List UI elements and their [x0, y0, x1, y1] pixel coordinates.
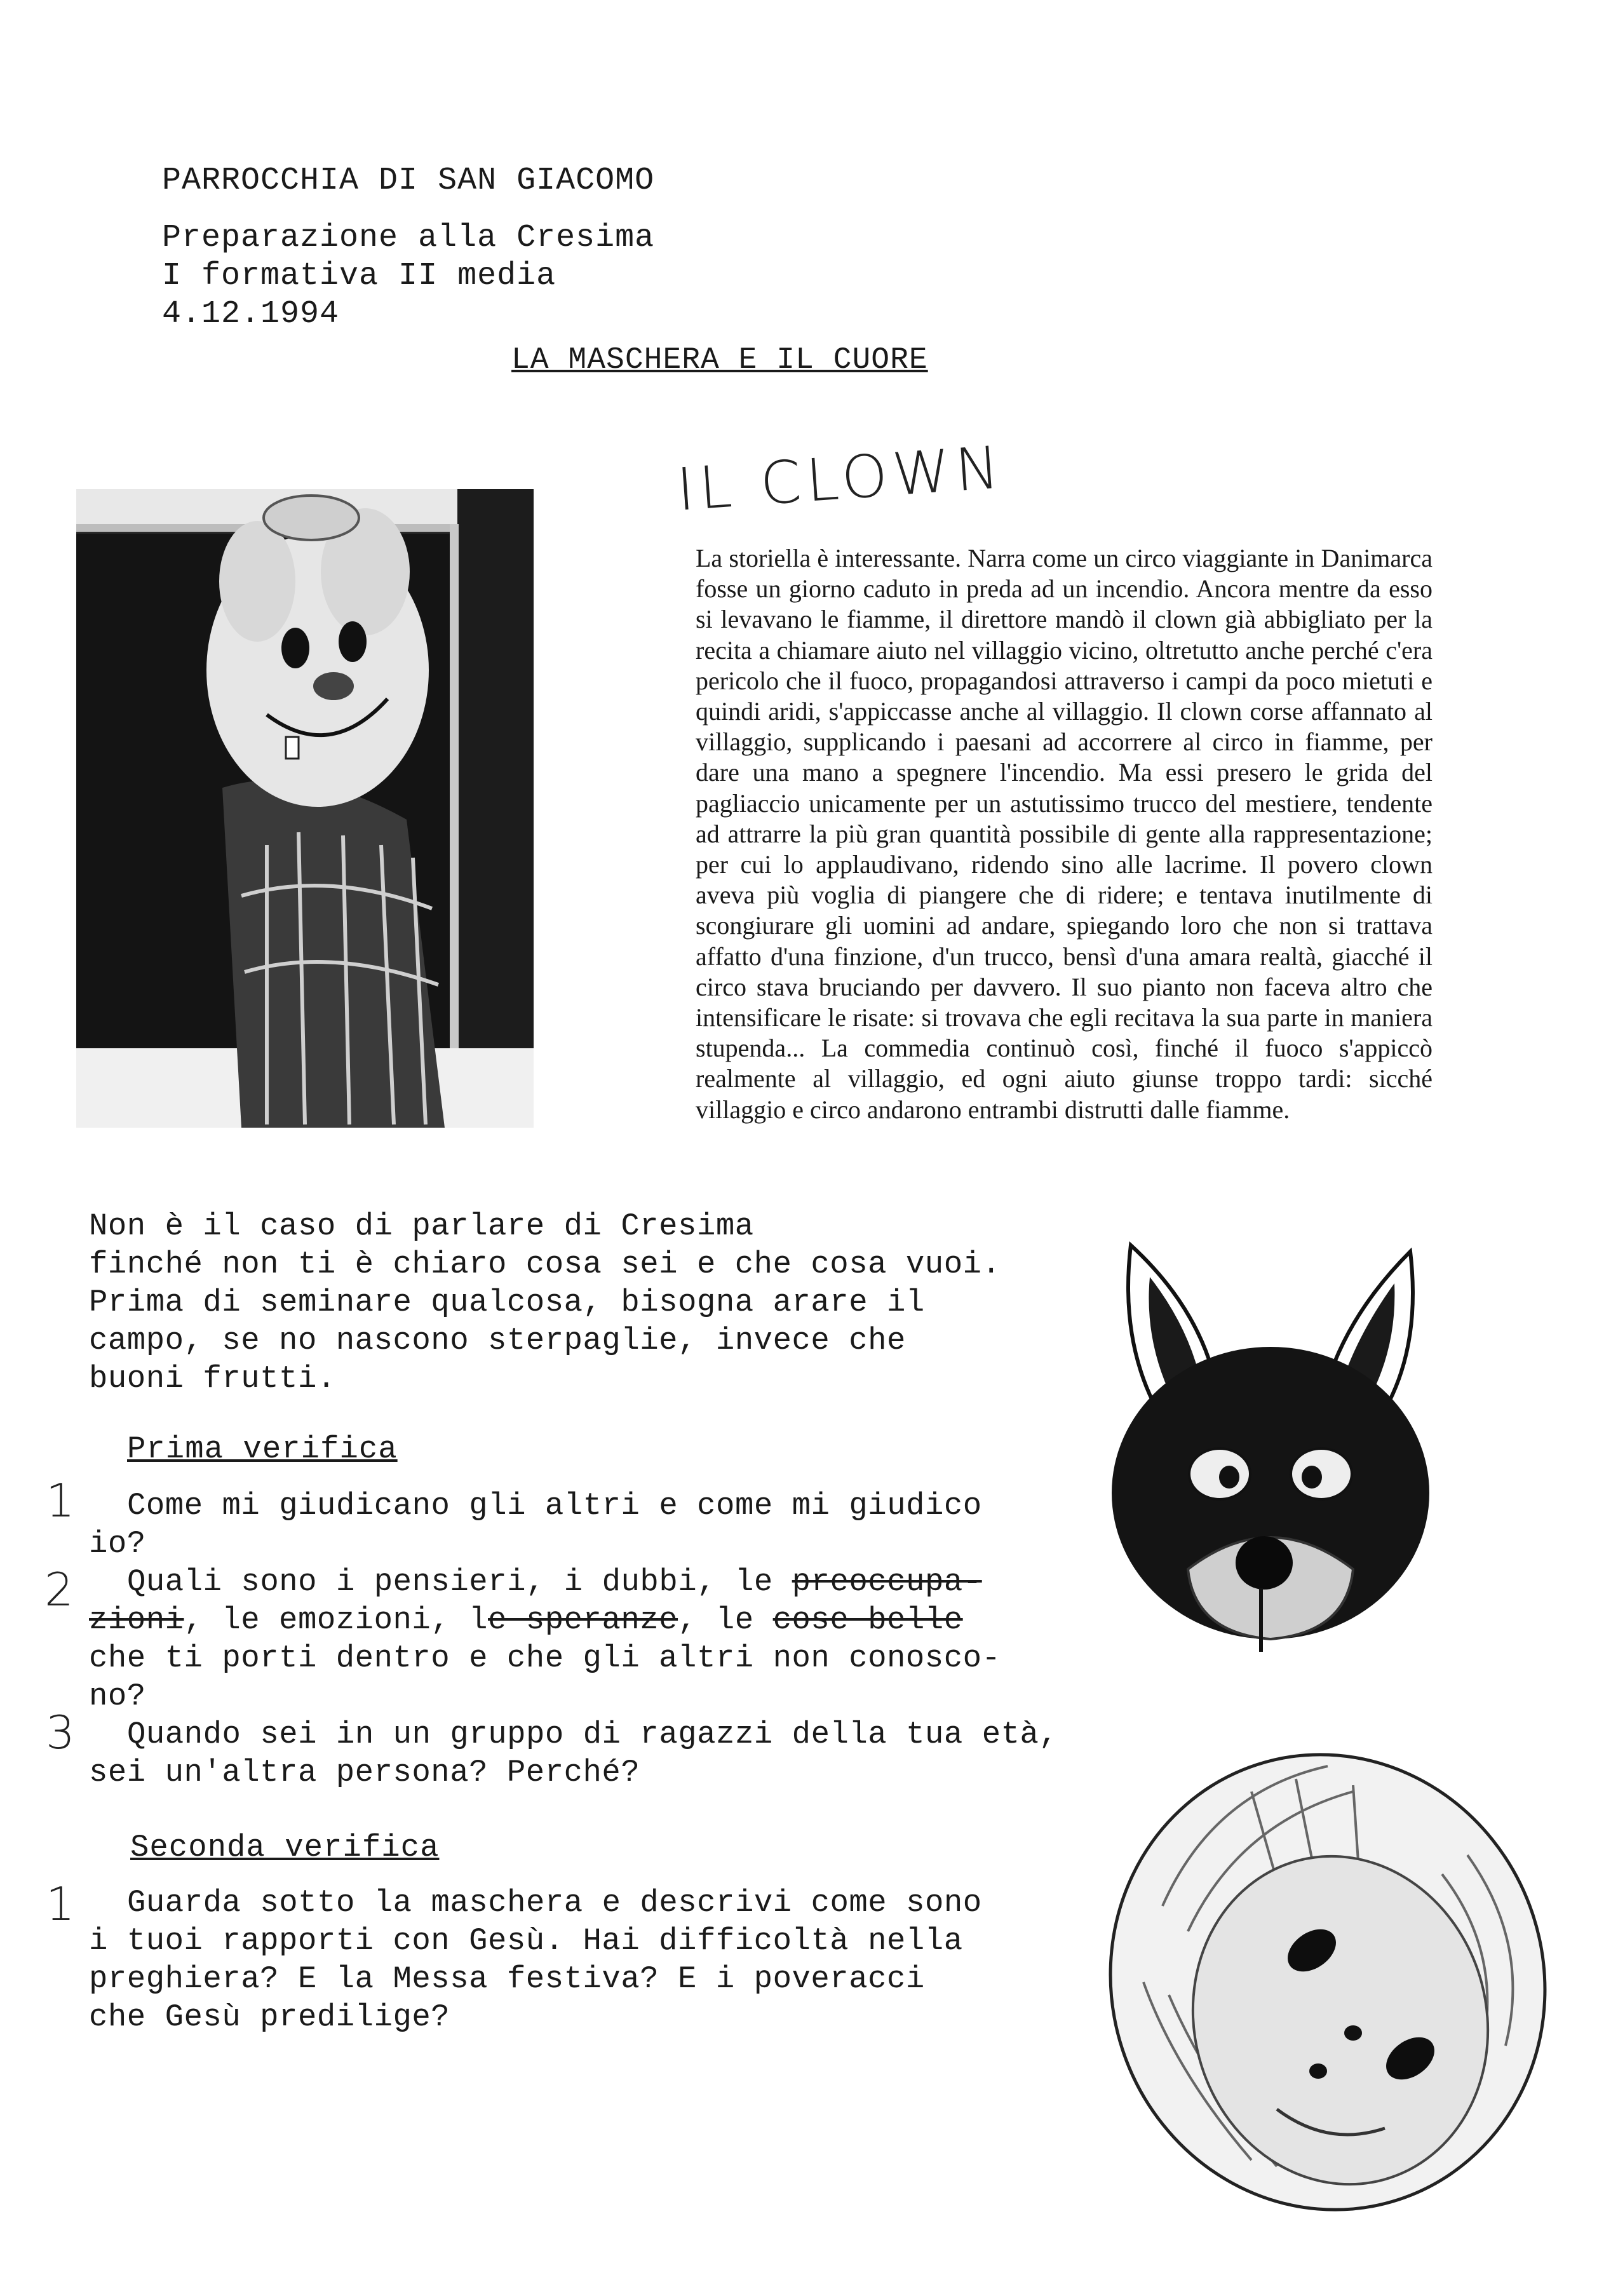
question-1 — [89, 1487, 982, 1563]
question-line: Guarda sotto la maschera e descrivi come sono — [127, 1885, 982, 1921]
struck-text: zioni — [89, 1602, 184, 1638]
face-mask-image — [1086, 1715, 1569, 2224]
intro-line: Prima di seminare qualcosa, bisogna arare il — [89, 1285, 925, 1320]
question-number: 2 — [44, 1563, 74, 1616]
intro-line: buoni frutti. — [89, 1361, 336, 1396]
section-1-heading: Prima verifica — [127, 1431, 398, 1467]
page-title: LA MASCHERA E IL CUORE — [511, 343, 928, 377]
question-line: che ti porti dentro e che gli altri non conosco- — [89, 1640, 1001, 1676]
intro-text — [89, 1207, 1001, 1398]
struck-text: cose belle — [772, 1602, 963, 1638]
question-line: che Gesù predilige? — [89, 1999, 450, 2035]
question-4 — [89, 1884, 982, 2036]
question-number: 1 — [46, 1474, 75, 1527]
question-text: Quali sono i pensieri, i dubbi, le — [127, 1564, 792, 1600]
clown-photo — [76, 489, 534, 1128]
question-line: io? — [89, 1526, 146, 1562]
question-line: i tuoi rapporti con Gesù. Hai difficoltà nella — [89, 1923, 963, 1959]
question-line: no? — [89, 1678, 146, 1714]
course-line-2: I formativa II media — [162, 258, 556, 294]
section-2-heading: Seconda verifica — [130, 1830, 440, 1865]
course-line-1: Preparazione alla Cresima — [162, 220, 655, 256]
question-line: Quando sei in un gruppo di ragazzi della tua età, — [127, 1717, 1058, 1752]
question-text: , le — [678, 1602, 773, 1638]
rabbit-mask-image — [1093, 1239, 1448, 1652]
question-2 — [89, 1563, 1001, 1715]
rabbit-mask — [1093, 1239, 1448, 1652]
story-text — [696, 543, 1433, 1125]
intro-line: campo, se no nascono sterpaglie, invece che — [89, 1323, 906, 1358]
question-number: 3 — [46, 1706, 75, 1759]
question-line: sei un'altra persona? Perché? — [89, 1755, 640, 1790]
document-date: 4.12.1994 — [162, 296, 340, 332]
struck-text: preoccupa- — [792, 1564, 982, 1600]
question-3 — [89, 1715, 1058, 1792]
question-line: preghiera? E la Messa festiva? E i poveracci — [89, 1961, 925, 1997]
question-line — [89, 1601, 1001, 1639]
struck-text: e speranze — [488, 1602, 678, 1638]
question-line — [89, 1563, 1001, 1601]
intro-line: finché non ti è chiaro cosa sei e che cosa vuoi. — [89, 1246, 1001, 1282]
question-line: Come mi giudicano gli altri e come mi giudico — [127, 1488, 982, 1523]
clown-photo-image — [76, 489, 534, 1128]
handwritten-title: IL CLOWN — [674, 433, 1007, 524]
parish-name: PARROCCHIA DI SAN GIACOMO — [162, 163, 655, 199]
question-text: , le emozioni, l — [184, 1602, 489, 1638]
question-number: 1 — [46, 1877, 75, 1931]
story-paragraph: La storiella è interessante. Narra come un circo viaggiante in Danimarca fosse un giorno caduto in preda ad un incendio. Ancora mentre da esso si levavano le fiamme, il direttore mandò il clown già abbigliato per la recita a chiamare aiuto nel villaggio vicino, oltretutto anche perché c'era pericolo che il fuoco, propagandosi attraverso i campi da poco mietuti e quindi aridi, s'appiccasse anche al villaggio. Il clown corse affannato al villaggio, supplicando i paesani ad accorrere al circo in fiamme, per dare una mano a spegnere l'incendio. Ma essi presero le grida del pagliaccio unicamente per un astutissimo trucco del mestiere, tendente ad attrarre la più gran quantità possibile di gente alla rappresentazione; per cui lo applaudivano, ridendo sino alle lacrime. Il povero clown aveva più voglia di piangere che di ridere; e tentava inutilmente di scongiurare gli uomini ad andare, spiegando loro che non si trattava affatto d'una finzione, d'un trucco, bensì d'una amara realtà, giacché il circo stava bruciando per davvero. Il suo pianto non faceva altro che intensificare le risate: si trovava che egli recitava la sua parte in maniera stupenda... La commedia continuò così, finché il fuoco s'appiccò realmente al villaggio, ed ogni aiuto giunse troppo tardi: sicché villaggio e circo andarono entrambi distrutti dalle fiamme. — [696, 544, 1433, 1124]
intro-line: Non è il caso di parlare di Cresima — [89, 1208, 754, 1244]
face-mask — [1086, 1715, 1569, 2224]
